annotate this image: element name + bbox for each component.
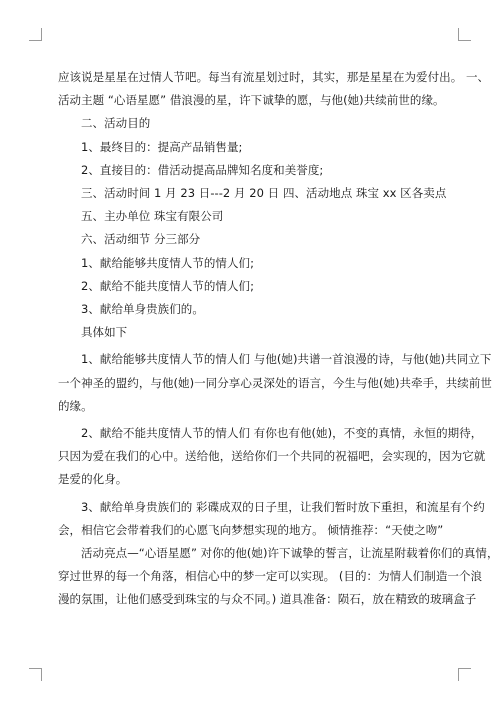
- page-corner-mark-top-left: [29, 28, 42, 41]
- list-item: 1、献给能够共度情人节的情人们;: [81, 255, 254, 270]
- text-line: 是爱的化身。: [58, 472, 128, 487]
- text-line: 三、活动时间 1 月 23 日---2 月 20 日 四、活动地点 珠宝 xx 区各卖点: [81, 186, 447, 201]
- text-line: 1、献给能够共度情人节的情人们 与他(她)共谱一首浪漫的诗，与他(她)共同立下: [81, 352, 492, 367]
- page-corner-mark-bottom-left: [29, 668, 42, 681]
- text-line: 活动亮点—“心语星愿” 对你的他(她)许下诚挚的誓言，让流星附载着你们的真情，: [81, 546, 499, 561]
- page-corner-mark-bottom-right: [458, 668, 471, 681]
- text-line: 1、最终目的：提高产品销售量;: [81, 139, 243, 154]
- text-line: 五、主办单位 珠宝有限公司: [81, 209, 224, 224]
- section-heading: 二、活动目的: [81, 116, 151, 131]
- text-line: 具体如下: [81, 325, 128, 340]
- text-line: 2、直接目的：借活动提高品牌知名度和美誉度;: [81, 162, 324, 177]
- text-line: 会，相信它会带着我们的心愿飞向梦想实现的地方。 倾情推荐：“天使之吻”: [58, 522, 444, 537]
- text-line: 2、献给不能共度情人节的情人们 有你也有他(她)，不变的真情，永恒的期待，: [81, 426, 483, 441]
- text-line: 穿过世界的每一个角落，相信心中的梦一定可以实现。 (目的：为情人们制造一个浪: [58, 569, 483, 584]
- text-line: 应该说是星星在过情人节吧。每当有流星划过时，其实，那是星星在为爱付出。 一、: [58, 70, 490, 84]
- text-line: 的缘。: [58, 398, 93, 413]
- text-line: 漫的氛围，让他们感受到珠宝的与众不同。) 道具准备：陨石，放在精致的玻璃盒子: [58, 592, 477, 607]
- page-corner-mark-top-right: [458, 28, 471, 41]
- document-body: [58, 66, 499, 612]
- text-line: 3、献给单身贵族们的 彩碟成双的日子里，让我们暂时放下重担，和流星有个约: [81, 499, 485, 514]
- text-line: 一个神圣的盟约，与他(她)一同分享心灵深处的语言，今生与他(她)共牵手，共续前世: [58, 375, 492, 390]
- list-item: 2、献给不能共度情人节的情人们;: [81, 278, 254, 293]
- text-line: 只因为爱在我们的心中。送给他，送给你们一个共同的祝福吧，会实现的，因为它就: [58, 449, 486, 464]
- text-line: 活动主题 “心语星愿” 借浪漫的星，许下诚挚的愿，与他(她)共续前世的缘。: [58, 93, 445, 108]
- list-item: 3、献给单身贵族们的。: [81, 302, 204, 317]
- section-heading: 六、活动细节 分三部分: [81, 232, 201, 247]
